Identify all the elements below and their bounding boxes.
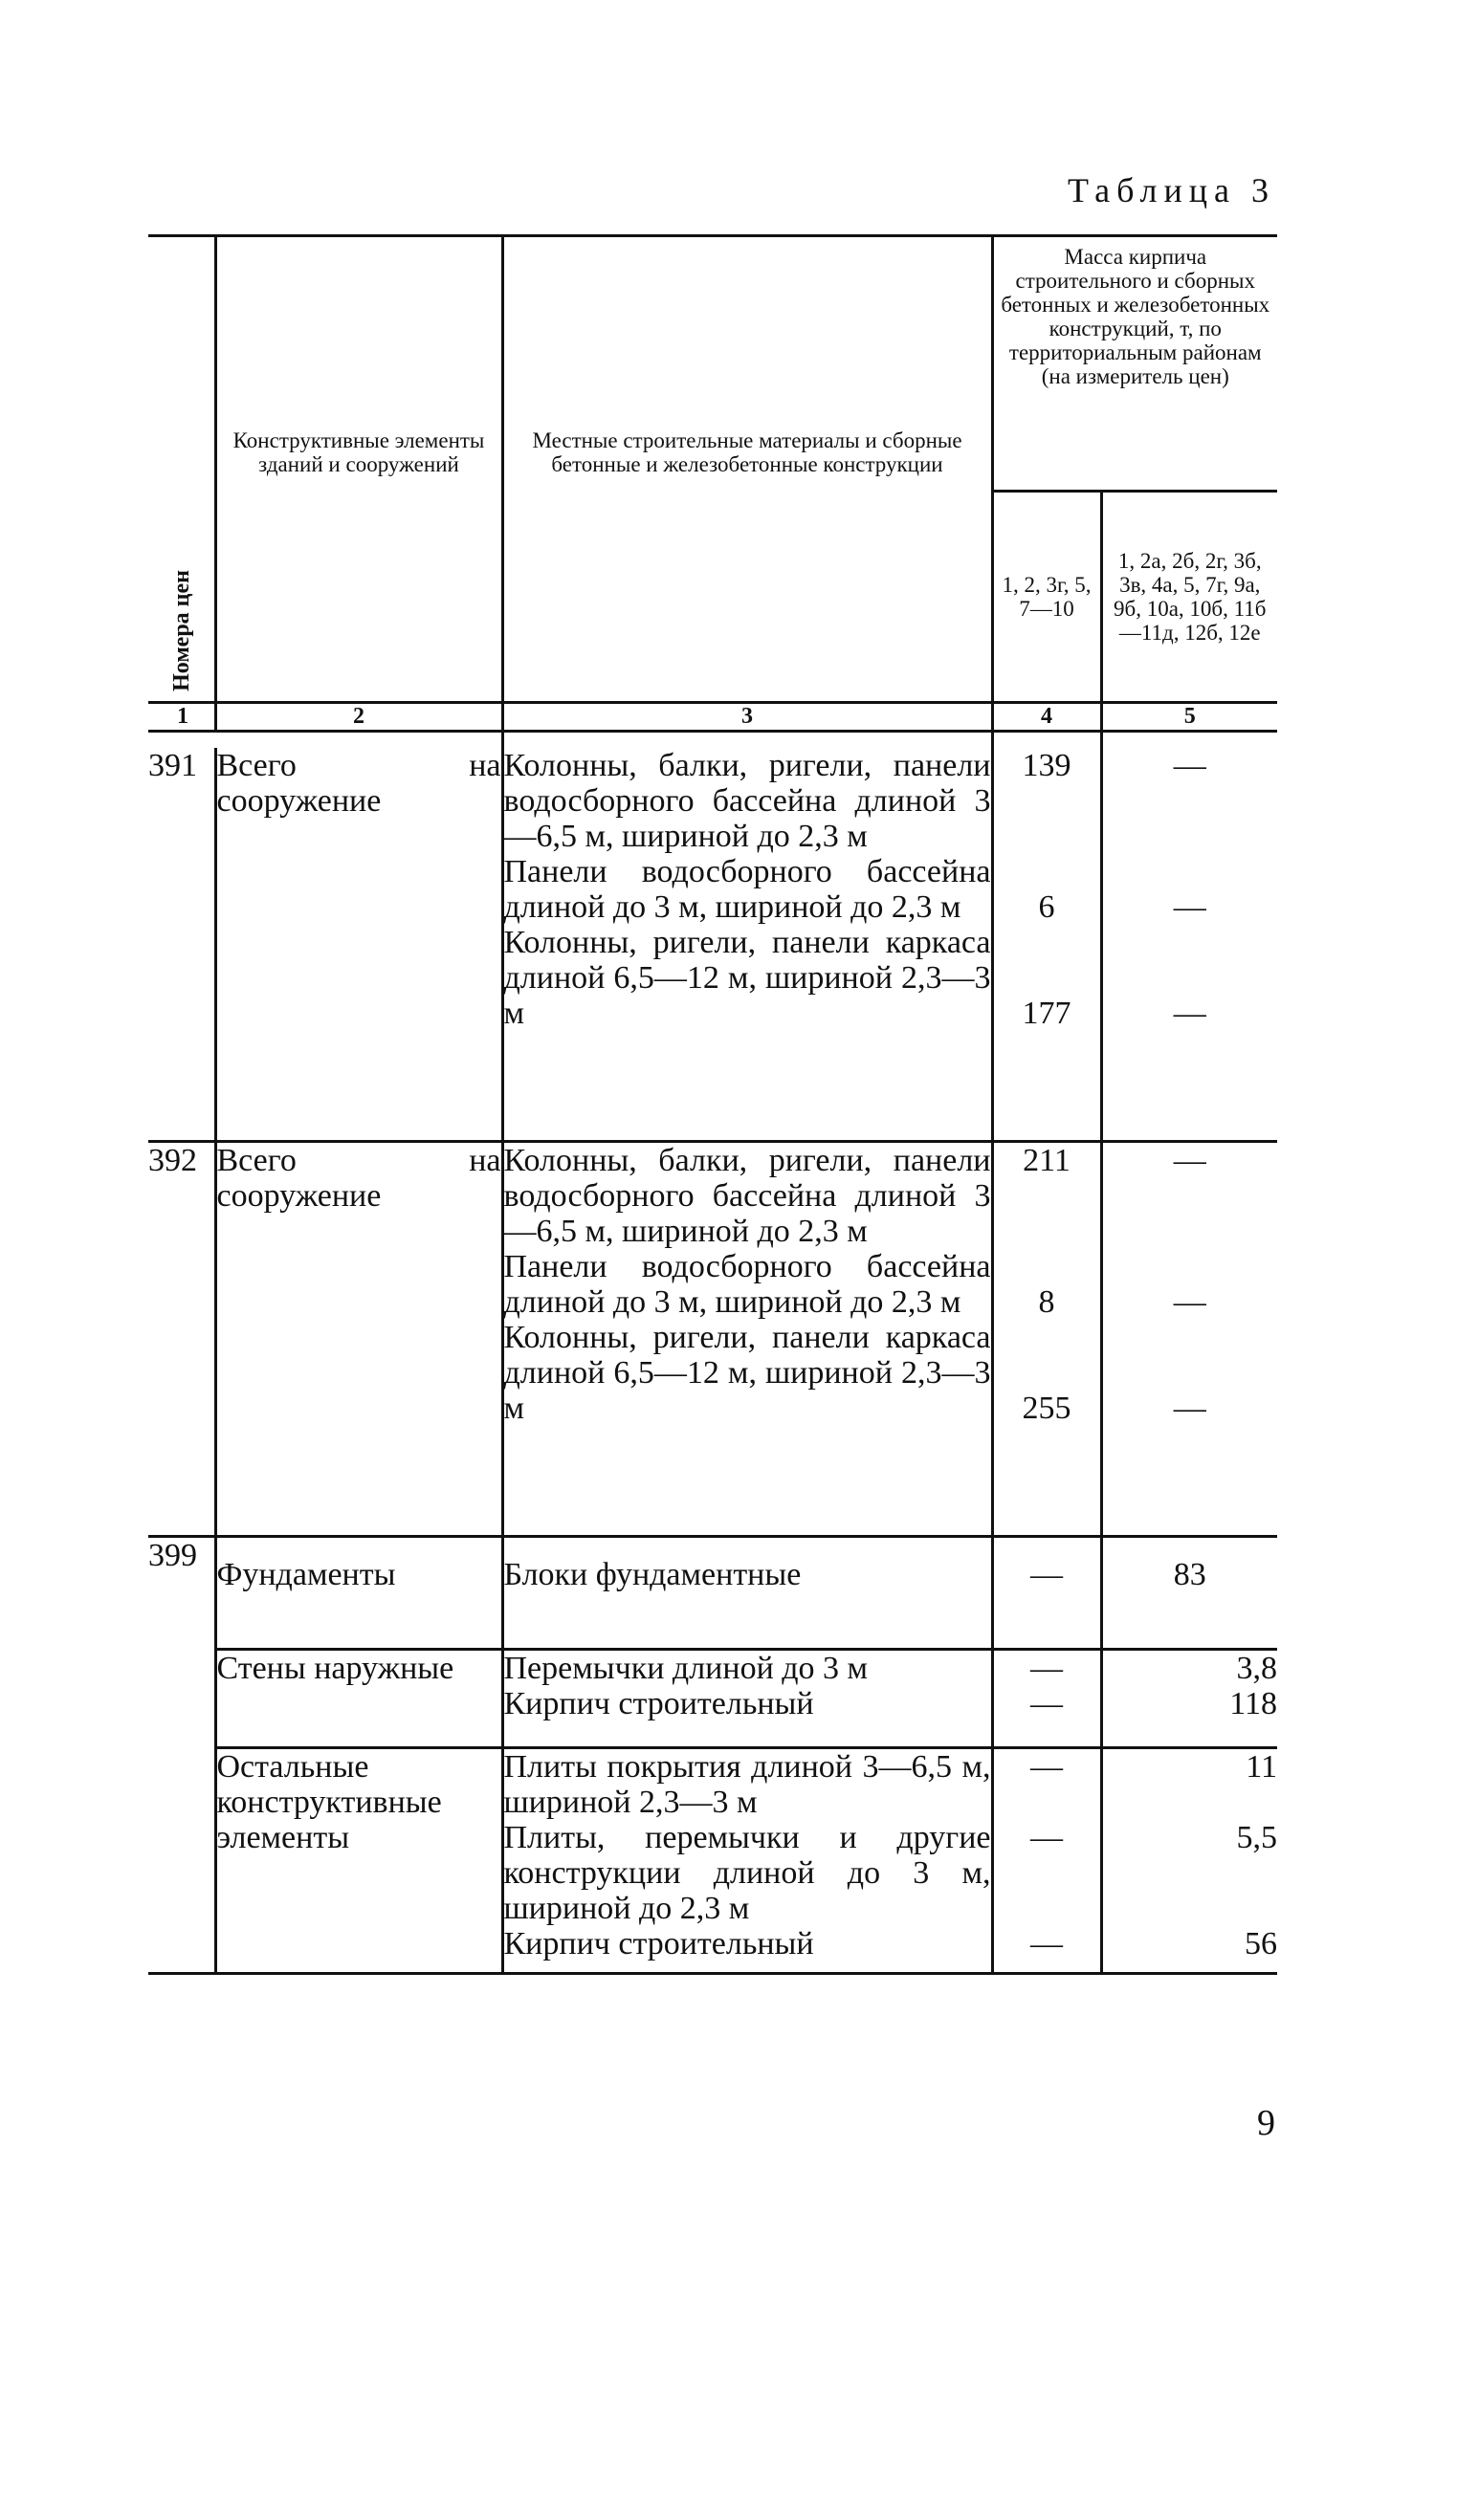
- material-item: Кирпич строительный: [503, 1926, 814, 1961]
- col5-values: [1101, 1748, 1277, 1965]
- col4-values: [992, 748, 1101, 1102]
- value: —: [1030, 1926, 1063, 1961]
- header-price-numbers: [148, 236, 215, 703]
- column-numbers-row: [148, 703, 1277, 732]
- materials-cell: [502, 1650, 992, 1748]
- value: 56: [1245, 1926, 1278, 1961]
- header-col3: Местные строительные материалы и сборные бетонные и железобетонные конструкции: [502, 236, 992, 703]
- header-col1: Номера цен: [169, 570, 194, 691]
- row-391: [148, 748, 1277, 1102]
- price-number: 391: [148, 748, 197, 783]
- material-item: Колонны, ригели, панели каркаса длиной 6,5—12 м, шириной 2,3—3 м: [503, 925, 991, 1031]
- colnum-1: 1: [148, 703, 215, 732]
- value: —: [1173, 996, 1206, 1031]
- col5-values: [1101, 1650, 1277, 1748]
- price-number: 399: [148, 1537, 215, 1965]
- table-label: Таблица 3: [1068, 171, 1275, 209]
- value: 118: [1229, 1686, 1278, 1721]
- value: —: [1030, 1686, 1063, 1721]
- col4-values: [992, 1142, 1101, 1498]
- price-number: 392: [148, 1142, 215, 1498]
- material-item: Панели водосборного бассейна длиной до 3 м, шириной до 2,3 м: [503, 854, 991, 925]
- colnum-5: 5: [1101, 703, 1277, 732]
- colnum-3: 3: [502, 703, 992, 732]
- element-cell: Фундаменты: [215, 1537, 502, 1650]
- element-cell: Всего на сооружение: [215, 1142, 502, 1498]
- value: 3,8: [1236, 1651, 1278, 1686]
- material-item: Плиты, перемычки и другие конструкции длиной до 3 м, шириной до 2,3 м: [503, 1820, 991, 1926]
- value: —: [1173, 1391, 1206, 1426]
- materials-cell: [502, 748, 992, 1102]
- header-col4: 1, 2, 3г, 5, 7—10: [992, 492, 1101, 703]
- materials-table: [148, 234, 1277, 1975]
- col4-values: [992, 1650, 1101, 1748]
- colnum-2: 2: [215, 703, 502, 732]
- col5-values: [1101, 1142, 1277, 1498]
- col4-values: [992, 1748, 1101, 1965]
- value: 11: [1246, 1749, 1278, 1785]
- value: 177: [1022, 996, 1071, 1031]
- page-number: 9: [1257, 2103, 1275, 2143]
- materials-cell: [502, 1748, 992, 1965]
- material-item: Плиты покрытия длиной 3—6,5 м, шириной 2,3—3 м: [503, 1749, 991, 1820]
- material-item: Блоки фундаментные: [503, 1557, 802, 1592]
- row-392: [148, 1142, 1277, 1498]
- materials-cell: [502, 1537, 992, 1650]
- materials-cell: [502, 1142, 992, 1498]
- material-item: Колонны, ригели, панели каркаса длиной 6,5—12 м, шириной 2,3—3 м: [503, 1320, 991, 1426]
- material-item: Колонны, балки, ригели, панели водосборного бассейна длиной 3—6,5 м, шириной до 2,3 м: [503, 748, 991, 854]
- element-cell: Стены наружные: [215, 1650, 502, 1748]
- value: —: [1173, 1284, 1206, 1320]
- value: —: [1173, 748, 1206, 783]
- value: —: [1030, 1820, 1063, 1855]
- material-item: Перемычки длиной до 3 м: [503, 1651, 869, 1686]
- row-399-foundations: [148, 1537, 1277, 1650]
- value: 139: [1022, 748, 1071, 783]
- value: —: [992, 1537, 1101, 1650]
- row-399-other: [148, 1748, 1277, 1965]
- colnum-4: 4: [992, 703, 1101, 732]
- value: —: [1173, 1143, 1206, 1178]
- value: 6: [1038, 889, 1055, 925]
- element-cell: Остальные конструктивные элементы: [215, 1748, 502, 1965]
- header-mass: Масса кирпича строительного и сборных бетонных и железобетонных конструкций, т, по территориальным районам (на измеритель цен): [992, 236, 1277, 492]
- value: —: [1173, 889, 1206, 925]
- header-row-top: [148, 236, 1277, 492]
- value: 211: [1023, 1143, 1071, 1178]
- material-item: Колонны, балки, ригели, панели водосборного бассейна длиной 3—6,5 м, шириной до 2,3 м: [503, 1143, 991, 1249]
- element-cell: Всего на сооружение: [215, 748, 502, 1102]
- material-item: Кирпич строительный: [503, 1686, 814, 1721]
- value: 83: [1101, 1537, 1277, 1650]
- value: 5,5: [1236, 1820, 1278, 1855]
- value: 255: [1022, 1391, 1071, 1426]
- value: 8: [1038, 1284, 1055, 1320]
- header-col2: Конструктивные элементы зданий и сооружений: [215, 236, 502, 703]
- value: —: [1030, 1749, 1063, 1785]
- value: —: [1030, 1651, 1063, 1686]
- col5-values: [1101, 748, 1277, 1102]
- material-item: Панели водосборного бассейна длиной до 3 м, шириной до 2,3 м: [503, 1249, 991, 1320]
- row-399-walls: [148, 1650, 1277, 1748]
- header-col5: 1, 2а, 2б, 2г, 3б, 3в, 4а, 5, 7г, 9а, 9б, 10а, 10б, 11б—11д, 12б, 12е: [1114, 549, 1267, 645]
